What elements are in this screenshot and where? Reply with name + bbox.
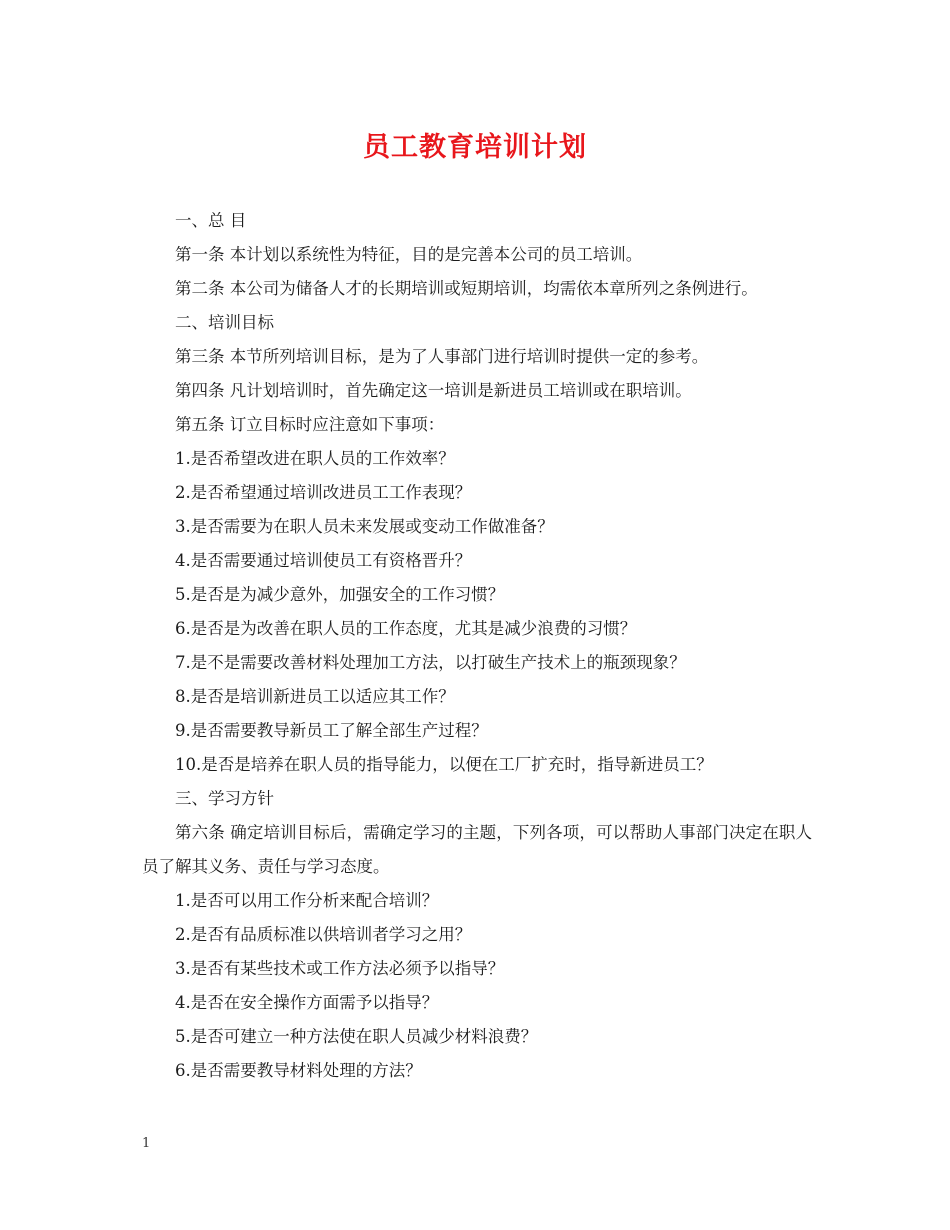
list-item: 3.是否有某些技术或工作方法必须予以指导？: [175, 959, 505, 978]
article-4: 第四条 凡计划培训时，首先确定这一培训是新进员工培训或在职培训。: [175, 381, 692, 400]
list-item: 1.是否希望改进在职人员的工作效率？: [175, 449, 455, 468]
list-item: 1.是否可以用工作分析来配合培训？: [175, 891, 439, 910]
document-body: [142, 204, 812, 1088]
list-item: 10.是否是培养在职人员的指导能力，以便在工厂扩充时，指导新进员工？: [175, 755, 713, 774]
article-1: 第一条 本计划以系统性为特征，目的是完善本公司的员工培训。: [175, 245, 643, 264]
list-item: 6.是否需要教导材料处理的方法？: [175, 1061, 422, 1080]
article-2: 第二条 本公司为储备人才的长期培训或短期培训，均需依本章所列之条例进行。: [175, 279, 758, 298]
list-item: 4.是否在安全操作方面需予以指导？: [175, 993, 439, 1012]
list-item: 5.是否是为减少意外，加强安全的工作习惯？: [175, 585, 505, 604]
list-item: 8.是否是培训新进员工以适应其工作？: [175, 687, 455, 706]
list-item: 6.是否是为改善在职人员的工作态度，尤其是减少浪费的习惯？: [175, 619, 637, 638]
section-heading-3: 三、学习方针: [175, 789, 274, 808]
article-5: 第五条 订立目标时应注意如下事项：: [175, 415, 445, 434]
list-item: 9.是否需要教导新员工了解全部生产过程？: [175, 721, 488, 740]
list-item: 4.是否需要通过培训使员工有资格晋升？: [175, 551, 472, 570]
section-heading-2: 二、培训目标: [175, 313, 274, 332]
list-item: 3.是否需要为在职人员未来发展或变动工作做准备？: [175, 517, 554, 536]
list-item: 7.是不是需要改善材料处理加工方法，以打破生产技术上的瓶颈现象？: [175, 653, 686, 672]
section-heading-1: 一、总 目: [175, 211, 247, 230]
list-item: 2.是否希望通过培训改进员工工作表现？: [175, 483, 472, 502]
list-item: 5.是否可建立一种方法使在职人员减少材料浪费？: [175, 1027, 538, 1046]
document-title: 员工教育培训计划: [363, 132, 587, 163]
article-3: 第三条 本节所列培训目标，是为了人事部门进行培训时提供一定的参考。: [175, 347, 709, 366]
page-number: 1: [142, 1136, 151, 1151]
article-6: 第六条 确定培训目标后，需确定学习的主题，下列各项，可以帮助人事部门决定在职人员了解其义务、责任与学习态度。: [142, 823, 812, 876]
list-item: 2.是否有品质标准以供培训者学习之用？: [175, 925, 472, 944]
